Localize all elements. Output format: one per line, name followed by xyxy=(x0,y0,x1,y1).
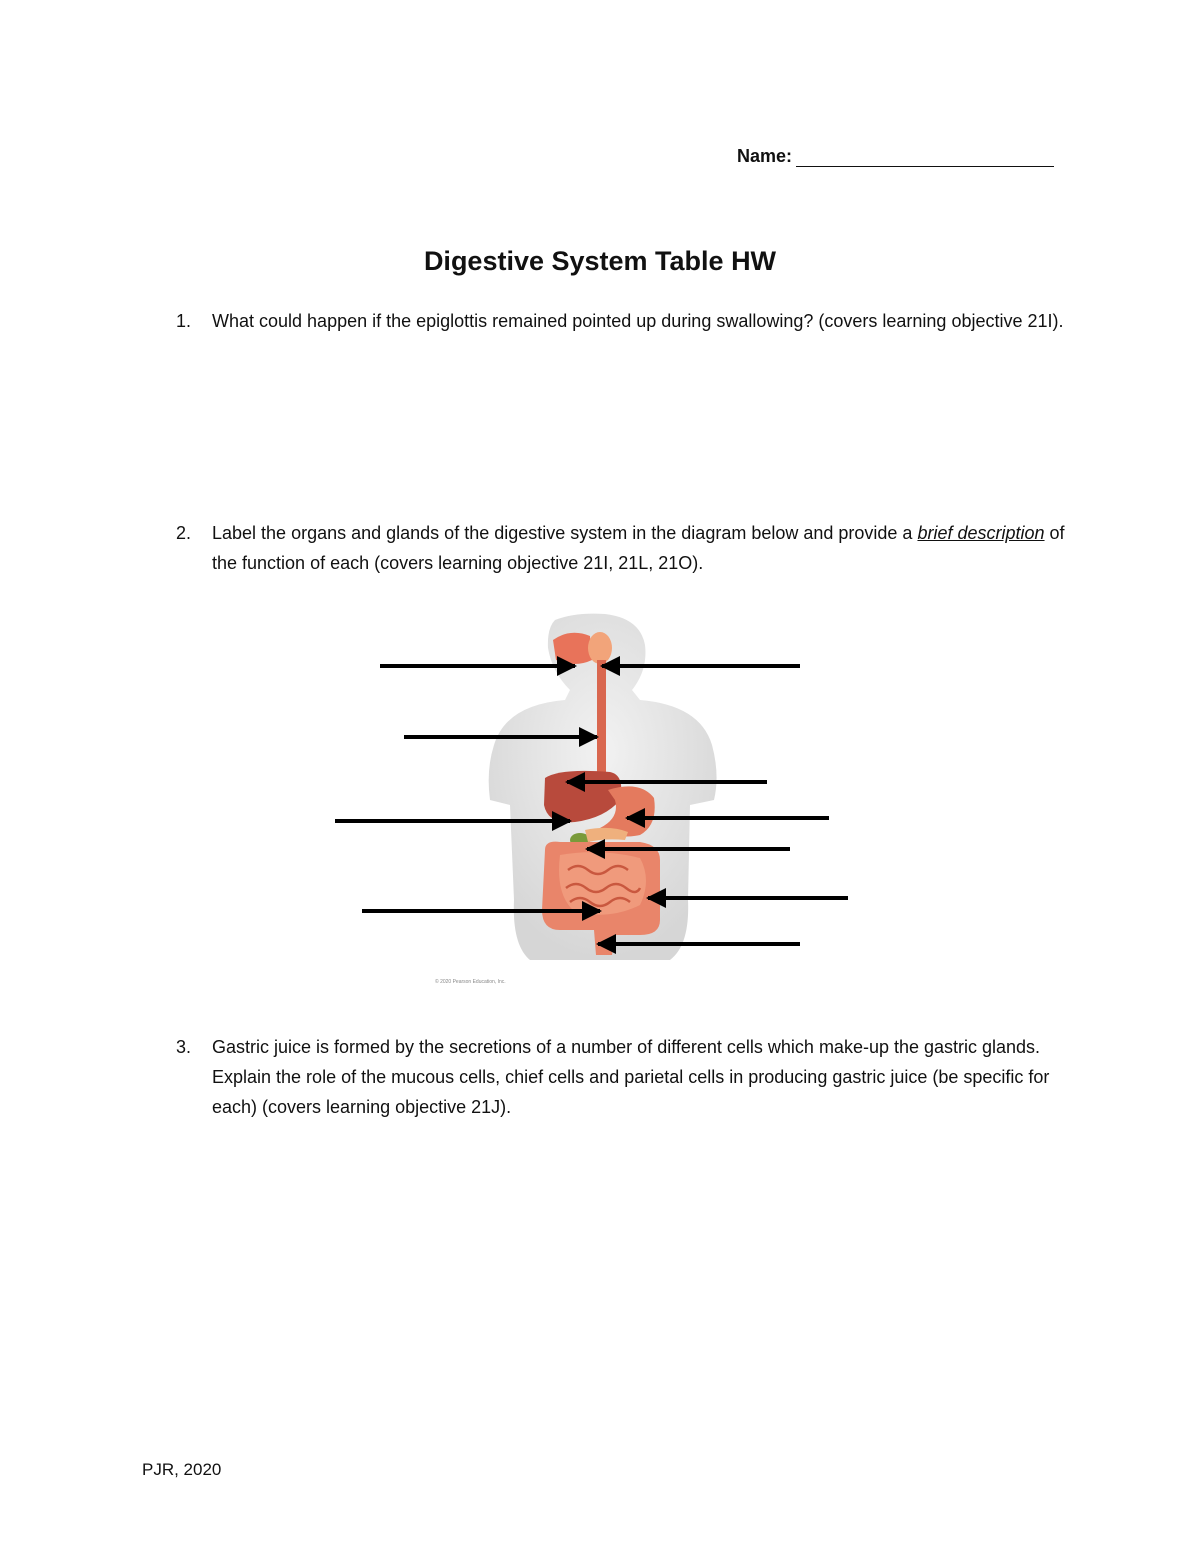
oral-cavity xyxy=(553,633,592,664)
question-number: 1. xyxy=(176,311,192,331)
digestive-system-diagram xyxy=(320,612,880,992)
question-text: Gastric juice is formed by the secretions of a number of different cells which make-up the gastric glands. Explain the role of the mucous cells, chief cells and parietal cells in producing gastric juice (be specific for each) (covers learning objective 21J). xyxy=(212,1037,1050,1117)
question-text xyxy=(212,518,1066,578)
name-blank-line[interactable] xyxy=(796,148,1054,167)
salivary-gland xyxy=(588,632,612,664)
question-text: What could happen if the epiglottis remained pointed up during swallowing? (covers learning objective 21I). xyxy=(212,311,1064,331)
name-label: Name: xyxy=(737,146,793,166)
footer: PJR, 2020 xyxy=(142,1460,222,1479)
emphasis-text: brief description xyxy=(917,523,1045,543)
name-field xyxy=(737,146,1054,167)
question-text-before: Label the organs and glands of the digestive system in the diagram below and provide a xyxy=(212,523,918,543)
page-title: Digestive System Table HW xyxy=(423,246,777,276)
question-1 xyxy=(176,306,1066,336)
esophagus xyxy=(597,660,606,790)
question-number: 2. xyxy=(176,523,192,543)
question-3 xyxy=(176,1032,1066,1122)
diagram-copyright: © 2020 Pearson Education, Inc. xyxy=(435,979,506,985)
question-number: 3. xyxy=(176,1037,192,1057)
question-text-after: of the function of each (covers learning objective 21I, 21L, 21O). xyxy=(212,523,1065,573)
question-2 xyxy=(176,518,1066,578)
